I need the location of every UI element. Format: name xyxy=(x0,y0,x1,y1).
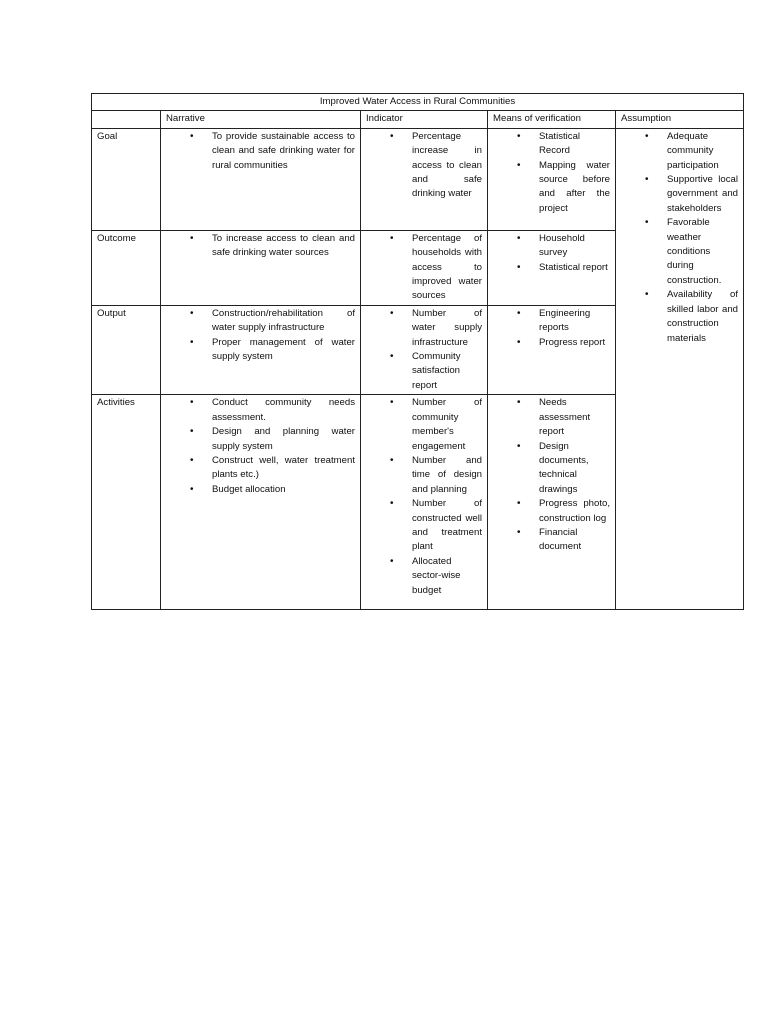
list-item: • Mapping water source before and after the project xyxy=(493,159,610,217)
list-item: • Number of community member's engagement xyxy=(366,396,482,454)
list-item: • Construction/rehabilitation of water supply infrastructure xyxy=(166,307,355,336)
cell-outcome-means xyxy=(488,230,616,305)
list-item: • Needs assessment report xyxy=(493,396,610,439)
list-item: • Adequate community participation xyxy=(621,130,738,173)
header-indicator: Indicator xyxy=(361,111,488,128)
list-item: • Household survey xyxy=(493,232,610,261)
cell-activities-narrative xyxy=(161,395,361,610)
cell-output-indicator xyxy=(361,305,488,394)
cell-activities-indicator xyxy=(361,395,488,610)
list-item: • Number and time of design and planning xyxy=(366,454,482,497)
header-assumption: Assumption xyxy=(616,111,744,128)
list-item: • Conduct community needs assessment. xyxy=(166,396,355,425)
table-row xyxy=(92,128,744,230)
cell-activities-means xyxy=(488,395,616,610)
row-label-activities: Activities xyxy=(92,395,161,610)
list-item: • Financial document xyxy=(493,526,610,555)
list-item: • Progress report xyxy=(493,336,610,350)
cell-goal-narrative xyxy=(161,128,361,230)
list-item: • Proper management of water supply system xyxy=(166,336,355,365)
list-item: • Budget allocation xyxy=(166,483,355,497)
list-item: • Number of constructed well and treatment plant xyxy=(366,497,482,555)
header-means-of-verification: Means of verification xyxy=(488,111,616,128)
list-item: • Statistical report xyxy=(493,261,610,275)
cell-goal-indicator xyxy=(361,128,488,230)
list-item: • Availability of skilled labor and construction materials xyxy=(621,288,738,346)
cell-outcome-narrative xyxy=(161,230,361,305)
row-label-outcome: Outcome xyxy=(92,230,161,305)
cell-assumptions xyxy=(616,128,744,609)
list-item: • Community satisfaction report xyxy=(366,350,482,393)
header-empty xyxy=(92,111,161,128)
list-item: • Engineering reports xyxy=(493,307,610,336)
list-item: • To increase access to clean and safe drinking water sources xyxy=(166,232,355,261)
list-item: • Statistical Record xyxy=(493,130,610,159)
table-title: Improved Water Access in Rural Communities xyxy=(92,94,744,111)
cell-outcome-indicator xyxy=(361,230,488,305)
list-item: • To provide sustainable access to clean and safe drinking water for rural communities xyxy=(166,130,355,173)
cell-goal-means xyxy=(488,128,616,230)
list-item: • Allocated sector-wise budget xyxy=(366,555,482,598)
list-item: • Construct well, water treatment plants etc.) xyxy=(166,454,355,483)
list-item: • Design documents, technical drawings xyxy=(493,440,610,498)
list-item: • Percentage of households with access to improved water sources xyxy=(366,232,482,304)
list-item: • Percentage increase in access to clean and safe drinking water xyxy=(366,130,482,202)
cell-output-narrative xyxy=(161,305,361,394)
list-item: • Design and planning water supply system xyxy=(166,425,355,454)
row-label-output: Output xyxy=(92,305,161,394)
cell-output-means xyxy=(488,305,616,394)
list-item: • Supportive local government and stakeholders xyxy=(621,173,738,216)
list-item: • Number of water supply infrastructure xyxy=(366,307,482,350)
header-narrative: Narrative xyxy=(161,111,361,128)
list-item: • Favorable weather conditions during construction. xyxy=(621,216,738,288)
list-item: • Progress photo, construction log xyxy=(493,497,610,526)
logframe-table xyxy=(91,93,744,610)
row-label-goal: Goal xyxy=(92,128,161,230)
